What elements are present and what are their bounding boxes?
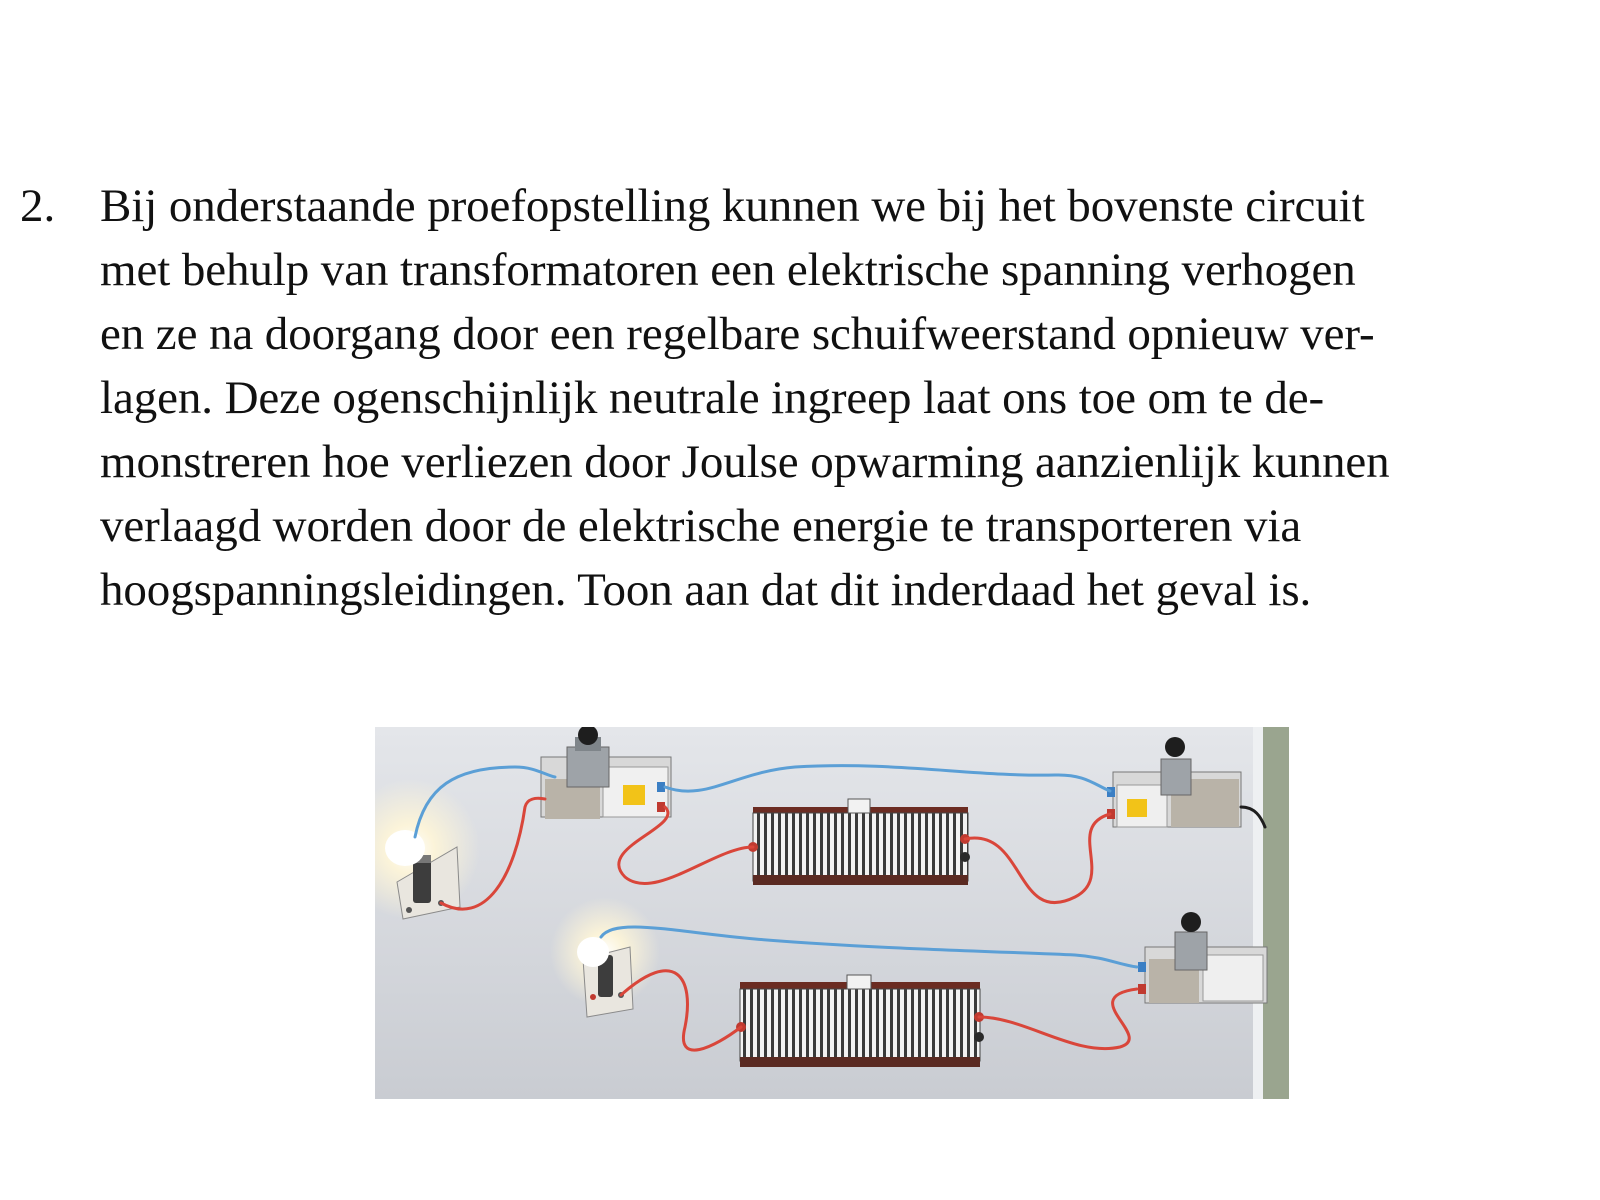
sliding-resistor-top (748, 799, 970, 885)
experiment-photo (375, 727, 1289, 1099)
question-line: Bij onderstaande proefopstelling kunnen we bij het bovenste circuit (100, 180, 1365, 232)
question-line: en ze na doorgang door een regelbare schuifweerstand opnieuw ver- (100, 308, 1375, 360)
question-line: met behulp van transformatoren een elektrische spanning verhogen (100, 244, 1356, 296)
table-edge (1253, 727, 1263, 1099)
background-wall (1260, 727, 1289, 1099)
experiment-setup-illustration (375, 727, 1289, 1099)
question-line: verlaagd worden door de elektrische energie te transporteren via (100, 500, 1302, 552)
question-line: hoogspanningsleidingen. Toon aan dat dit inderdaad het geval is. (100, 564, 1312, 616)
question-text (100, 174, 1590, 622)
question-line: lagen. Deze ogenschijnlijk neutrale ingreep laat ons toe om te de- (100, 372, 1325, 424)
sliding-resistor-bottom (736, 975, 984, 1067)
question-number: 2. (20, 180, 56, 232)
question-line: monstreren hoe verliezen door Joulse opwarming aanzienlijk kunnen (100, 436, 1390, 488)
